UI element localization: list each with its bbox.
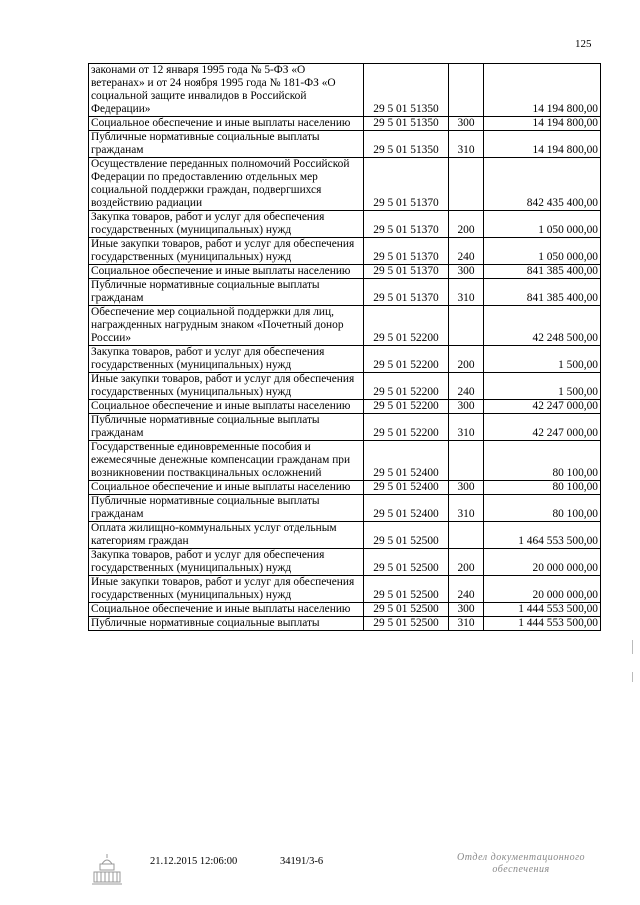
row-type-cell <box>449 306 484 346</box>
row-name-cell: Публичные нормативные социальные выплаты гражданам <box>89 495 364 522</box>
row-amount-cell: 14 194 800,00 <box>484 131 601 158</box>
row-amount-cell: 14 194 800,00 <box>484 117 601 131</box>
row-type-cell: 200 <box>449 549 484 576</box>
row-type-cell <box>449 158 484 211</box>
table-row <box>89 549 601 576</box>
table-row <box>89 238 601 265</box>
row-name-cell: Оплата жилищно-коммунальных услуг отдельным категориям граждан <box>89 522 364 549</box>
department-stamp-line-1: Отдел документационного <box>456 852 586 863</box>
row-type-cell: 310 <box>449 617 484 631</box>
row-name-cell: Публичные нормативные социальные выплаты гражданам <box>89 414 364 441</box>
footer-doc-number: 34191/3-6 <box>280 856 324 867</box>
table-row <box>89 265 601 279</box>
row-name-cell: Закупка товаров, работ и услуг для обеспечения государственных (муниципальных) нужд <box>89 346 364 373</box>
row-code-cell: 29 5 01 52500 <box>364 549 449 576</box>
row-code-cell: 29 5 01 52200 <box>364 306 449 346</box>
row-amount-cell: 42 247 000,00 <box>484 414 601 441</box>
row-name-cell: Социальное обеспечение и иные выплаты населению <box>89 265 364 279</box>
row-type-cell: 310 <box>449 279 484 306</box>
row-name-cell: Социальное обеспечение и иные выплаты населению <box>89 400 364 414</box>
row-code-cell: 29 5 01 51350 <box>364 131 449 158</box>
row-code-cell: 29 5 01 52200 <box>364 414 449 441</box>
row-amount-cell: 1 464 553 500,00 <box>484 522 601 549</box>
table-row <box>89 117 601 131</box>
page-footer <box>0 852 640 902</box>
row-code-cell: 29 5 01 52400 <box>364 495 449 522</box>
row-name-cell: Закупка товаров, работ и услуг для обеспечения государственных (муниципальных) нужд <box>89 211 364 238</box>
table-row <box>89 481 601 495</box>
row-type-cell <box>449 522 484 549</box>
row-name-cell: Государственные единовременные пособия и ежемесячные денежные компенсации гражданам при возникновении поствакцинальных осложнений <box>89 441 364 481</box>
table-row <box>89 306 601 346</box>
table-row <box>89 603 601 617</box>
row-code-cell: 29 5 01 52500 <box>364 603 449 617</box>
row-code-cell: 29 5 01 51370 <box>364 238 449 265</box>
footer-datetime: 21.12.2015 12:06:00 <box>150 856 238 867</box>
department-stamp <box>446 852 596 876</box>
budget-table-body <box>89 64 601 631</box>
row-type-cell: 240 <box>449 373 484 400</box>
row-code-cell: 29 5 01 52200 <box>364 346 449 373</box>
row-amount-cell: 841 385 400,00 <box>484 265 601 279</box>
row-amount-cell: 20 000 000,00 <box>484 576 601 603</box>
table-row <box>89 495 601 522</box>
table-row <box>89 441 601 481</box>
row-name-cell: Социальное обеспечение и иные выплаты населению <box>89 117 364 131</box>
row-name-cell: Закупка товаров, работ и услуг для обеспечения государственных (муниципальных) нужд <box>89 549 364 576</box>
row-type-cell: 200 <box>449 346 484 373</box>
row-amount-cell: 42 248 500,00 <box>484 306 601 346</box>
row-amount-cell: 1 444 553 500,00 <box>484 617 601 631</box>
row-type-cell: 200 <box>449 211 484 238</box>
row-code-cell: 29 5 01 52200 <box>364 400 449 414</box>
row-name-cell: Иные закупки товаров, работ и услуг для обеспечения государственных (муниципальных) нужд <box>89 238 364 265</box>
table-row <box>89 64 601 117</box>
row-code-cell: 29 5 01 51370 <box>364 211 449 238</box>
table-row <box>89 346 601 373</box>
row-type-cell: 240 <box>449 576 484 603</box>
scan-edge-mark <box>632 672 633 682</box>
table-row <box>89 279 601 306</box>
row-name-cell: Социальное обеспечение и иные выплаты населению <box>89 603 364 617</box>
row-type-cell: 240 <box>449 238 484 265</box>
row-name-cell: Социальное обеспечение и иные выплаты населению <box>89 481 364 495</box>
row-amount-cell: 1 500,00 <box>484 373 601 400</box>
row-type-cell <box>449 441 484 481</box>
row-amount-cell: 80 100,00 <box>484 481 601 495</box>
table-row <box>89 373 601 400</box>
row-name-cell: Иные закупки товаров, работ и услуг для обеспечения государственных (муниципальных) нужд <box>89 576 364 603</box>
row-name-cell: Иные закупки товаров, работ и услуг для обеспечения государственных (муниципальных) нужд <box>89 373 364 400</box>
row-type-cell: 300 <box>449 265 484 279</box>
page-number: 125 <box>575 38 592 50</box>
table-row <box>89 211 601 238</box>
row-code-cell: 29 5 01 52400 <box>364 441 449 481</box>
department-stamp-line-2: обеспечения <box>492 864 550 875</box>
row-type-cell: 300 <box>449 400 484 414</box>
row-amount-cell: 841 385 400,00 <box>484 279 601 306</box>
row-amount-cell: 842 435 400,00 <box>484 158 601 211</box>
row-type-cell: 310 <box>449 131 484 158</box>
row-code-cell: 29 5 01 51370 <box>364 158 449 211</box>
row-amount-cell: 20 000 000,00 <box>484 549 601 576</box>
row-amount-cell: 1 444 553 500,00 <box>484 603 601 617</box>
row-type-cell <box>449 64 484 117</box>
row-type-cell: 300 <box>449 603 484 617</box>
row-amount-cell: 1 500,00 <box>484 346 601 373</box>
row-name-cell: Публичные нормативные социальные выплаты гражданам <box>89 131 364 158</box>
row-amount-cell: 42 247 000,00 <box>484 400 601 414</box>
row-name-cell: Публичные нормативные социальные выплаты гражданам <box>89 279 364 306</box>
row-amount-cell: 80 100,00 <box>484 495 601 522</box>
scan-edge-mark <box>632 640 633 654</box>
table-row <box>89 522 601 549</box>
row-type-cell: 300 <box>449 117 484 131</box>
row-code-cell: 29 5 01 52500 <box>364 617 449 631</box>
row-code-cell: 29 5 01 51350 <box>364 117 449 131</box>
table-row <box>89 576 601 603</box>
row-code-cell: 29 5 01 51370 <box>364 265 449 279</box>
row-code-cell: 29 5 01 52500 <box>364 576 449 603</box>
row-amount-cell: 14 194 800,00 <box>484 64 601 117</box>
row-name-cell: Обеспечение мер социальной поддержки для лиц, награжденных нагрудным знаком «Почетный донор России» <box>89 306 364 346</box>
row-amount-cell: 80 100,00 <box>484 441 601 481</box>
row-code-cell: 29 5 01 51370 <box>364 279 449 306</box>
row-code-cell: 29 5 01 52400 <box>364 481 449 495</box>
table-row <box>89 617 601 631</box>
row-type-cell: 300 <box>449 481 484 495</box>
row-type-cell: 310 <box>449 414 484 441</box>
table-row <box>89 400 601 414</box>
row-type-cell: 310 <box>449 495 484 522</box>
table-row <box>89 158 601 211</box>
row-code-cell: 29 5 01 52200 <box>364 373 449 400</box>
row-code-cell: 29 5 01 51350 <box>364 64 449 117</box>
row-amount-cell: 1 050 000,00 <box>484 238 601 265</box>
duma-building-stamp-icon <box>90 852 124 888</box>
table-row <box>89 414 601 441</box>
row-name-cell: Публичные нормативные социальные выплаты <box>89 617 364 631</box>
row-amount-cell: 1 050 000,00 <box>484 211 601 238</box>
row-name-cell: Осуществление переданных полномочий Российской Федерации по предоставлению отдельных мер социальной поддержки граждан, подвергшихся воздействию радиации <box>89 158 364 211</box>
row-code-cell: 29 5 01 52500 <box>364 522 449 549</box>
row-name-cell: законами от 12 января 1995 года № 5-ФЗ «О ветеранах» и от 24 ноября 1995 года № 181-ФЗ «О социальной защите инвалидов в Российской Федерации» <box>89 64 364 117</box>
table-row <box>89 131 601 158</box>
budget-table <box>88 63 601 631</box>
